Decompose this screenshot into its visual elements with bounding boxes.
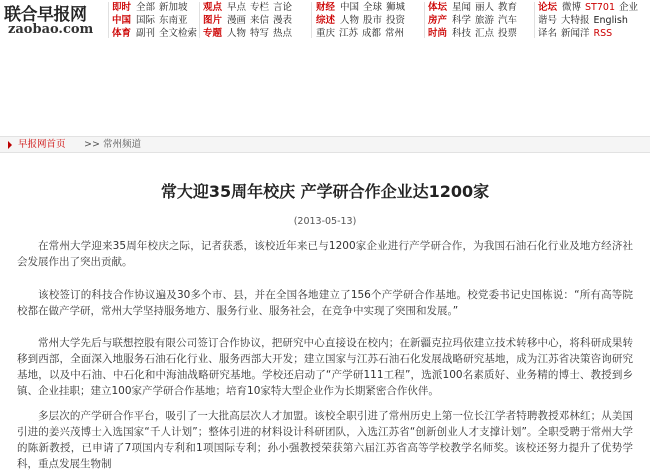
nav-section-link[interactable]: 图片 xyxy=(203,15,223,26)
site-logo[interactable] xyxy=(2,0,106,40)
nav-row xyxy=(112,27,201,40)
nav-row xyxy=(428,14,521,27)
nav-section-link[interactable]: 时尚 xyxy=(428,28,448,39)
nav-link[interactable]: 漫画 xyxy=(227,15,247,26)
nav-link[interactable]: 股市 xyxy=(363,15,383,26)
nav-link[interactable]: 译名 xyxy=(538,28,558,39)
nav-row xyxy=(538,27,616,40)
nav-link[interactable]: 企业 xyxy=(619,2,639,13)
nav-link[interactable]: 早点 xyxy=(227,2,247,13)
top-navigation-bar xyxy=(0,0,650,40)
nav-row xyxy=(428,27,521,40)
nav-link[interactable]: 漫表 xyxy=(273,15,293,26)
nav-link[interactable]: 汇点 xyxy=(475,28,495,39)
nav-divider xyxy=(108,2,109,38)
nav-link[interactable]: 重庆 xyxy=(316,28,336,39)
nav-link[interactable]: ST701 xyxy=(585,2,615,13)
nav-link[interactable]: 全球 xyxy=(363,2,383,13)
nav-section-link[interactable]: 即时 xyxy=(112,2,132,13)
nav-link[interactable]: 丽人 xyxy=(475,2,495,13)
nav-link[interactable]: 人物 xyxy=(227,28,247,39)
nav-link[interactable]: 中国 xyxy=(340,2,360,13)
arrow-bullet-icon xyxy=(8,141,12,149)
nav-section-link[interactable]: 论坛 xyxy=(538,2,558,13)
nav-link[interactable]: 旅游 xyxy=(475,15,495,26)
article-paragraph: 在常州大学迎来35周年校庆之际，记者获悉，该校近年来已与1200家企业进行产学研合作，为我国石油石化行业及地方经济社会发展作出了突出贡献。 xyxy=(17,240,633,268)
nav-link[interactable]: 来信 xyxy=(250,15,270,26)
nav-link[interactable]: 成都 xyxy=(362,28,382,39)
nav-link[interactable]: English xyxy=(593,15,628,26)
nav-link[interactable]: 汽车 xyxy=(498,15,518,26)
breadcrumb-home-link[interactable]: 早报网首页 xyxy=(18,139,66,150)
article-date: (2013-05-13) xyxy=(293,216,357,227)
nav-link[interactable]: 全文检索 xyxy=(159,28,198,39)
nav-link[interactable]: 江苏 xyxy=(339,28,359,39)
nav-link[interactable]: 专栏 xyxy=(250,2,270,13)
nav-section-link[interactable]: 房产 xyxy=(428,15,448,26)
logo-domain: zaobao.com xyxy=(8,22,94,37)
nav-section-link[interactable]: 体坛 xyxy=(428,2,448,13)
nav-link[interactable]: 教育 xyxy=(498,2,518,13)
nav-row xyxy=(538,1,642,14)
nav-link[interactable]: 投资 xyxy=(386,15,406,26)
article-paragraph: 常州大学先后与联想控股有限公司签订合作协议，把研究中心直接设在校内；在新疆克拉玛依建立技术转移中心，将科研成果转移到西部，全面深入地服务石油石化行业、服务西部大开发；建立国家与江苏石油石化发展战略研究基地，成为江苏省决策咨询研究基地，以及中石油、中石化和中海油战略研究基地。学校还启动了“产学研111工程”，选派100名素质好、业务精的博士、教授到乡镇、企业挂职；建立100家产学研合作基地；培育10家特大型企业作为长期紧密合作伙伴。 xyxy=(17,337,633,397)
nav-section-link[interactable]: 观点 xyxy=(203,2,223,13)
breadcrumb xyxy=(0,136,650,153)
nav-link[interactable]: 言论 xyxy=(273,2,293,13)
nav-link[interactable]: 狮城 xyxy=(386,2,406,13)
nav-row xyxy=(203,1,296,14)
nav-link[interactable]: 国际 xyxy=(136,15,156,26)
nav-section-link[interactable]: 体育 xyxy=(112,28,132,39)
nav-link[interactable]: 科技 xyxy=(452,28,472,39)
nav-row xyxy=(316,14,409,27)
nav-link[interactable]: 特写 xyxy=(250,28,270,39)
nav-link[interactable]: 副刊 xyxy=(136,28,156,39)
nav-row xyxy=(112,1,192,14)
nav-divider xyxy=(534,2,535,38)
nav-row xyxy=(428,1,521,14)
nav-link[interactable]: 新闻洋 xyxy=(561,28,590,39)
nav-link[interactable]: 常州 xyxy=(385,28,405,39)
nav-row xyxy=(316,1,409,14)
article-paragraph: 多层次的产学研合作平台，吸引了一大批高层次人才加盟。该校全职引进了常州历史上第一位长江学者特聘教授邓林红；从美国引进的姜兴茂博士入选国家“千人计划”；整体引进的材料设计科研团队，入选江苏省“创新创业人才支撑计划”。全职受聘于常州大学的陈新教授，已申请了7项国内专利和1项国际专利；孙小强教授荣获第六届江苏省高等学校教学名师奖。该校还努力提升了优势学科，重点发展生物制 xyxy=(17,410,633,470)
nav-row xyxy=(203,27,296,40)
nav-link[interactable]: 东南亚 xyxy=(159,15,188,26)
article-paragraph: 该校签订的科技合作协议遍及30多个市、县，并在全国各地建立了156个产学研合作基地。校党委书记史国栋说：“所有高等院校都在做产学研，常州大学坚持服务地方、服务行业、服务社会，在竞争中实现了突围和发展。” xyxy=(17,289,633,317)
nav-link[interactable]: 微博 xyxy=(562,2,582,13)
article-title: 常大迎35周年校庆 产学研合作企业达1200家 xyxy=(160,182,490,201)
nav-link[interactable]: 科学 xyxy=(452,15,472,26)
nav-link[interactable]: 全部 xyxy=(136,2,156,13)
breadcrumb-current-channel[interactable]: >> 常州频道 xyxy=(84,139,141,150)
nav-divider xyxy=(311,2,312,38)
logo-title: 联合早报网 xyxy=(4,5,87,25)
nav-link[interactable]: RSS xyxy=(593,28,613,39)
nav-divider xyxy=(424,2,425,38)
nav-section-link[interactable]: 专题 xyxy=(203,28,223,39)
nav-link[interactable]: 热点 xyxy=(273,28,293,39)
nav-row xyxy=(316,27,408,40)
nav-row xyxy=(112,14,192,27)
nav-section-link[interactable]: 中国 xyxy=(112,15,132,26)
nav-row xyxy=(538,14,632,27)
nav-link[interactable]: 人物 xyxy=(340,15,360,26)
nav-link[interactable]: 谐号 xyxy=(538,15,558,26)
nav-link[interactable]: 投票 xyxy=(498,28,518,39)
nav-link[interactable]: 新加坡 xyxy=(159,2,188,13)
nav-link[interactable]: 星闻 xyxy=(452,2,472,13)
nav-link[interactable]: 大特报 xyxy=(561,15,590,26)
nav-section-link[interactable]: 财经 xyxy=(316,2,336,13)
nav-section-link[interactable]: 综述 xyxy=(316,15,336,26)
nav-row xyxy=(203,14,296,27)
